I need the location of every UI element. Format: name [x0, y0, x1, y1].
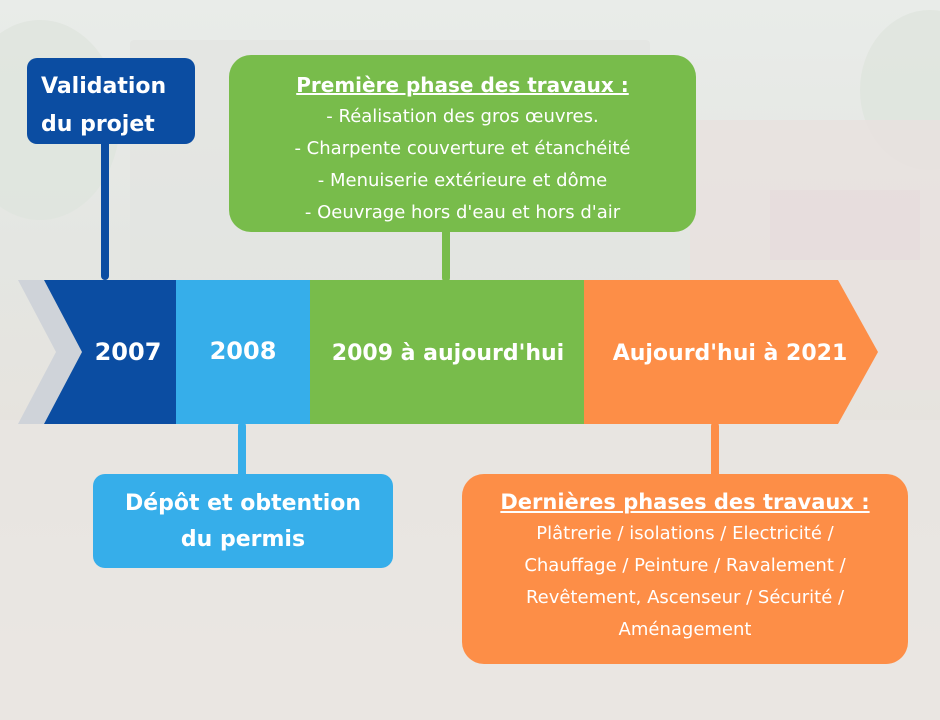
connector-depot [238, 422, 246, 478]
segment-label-2008: 2008 [209, 337, 277, 365]
background-sign [770, 190, 920, 260]
dernieres-phases-line: Plâtrerie / isolations / Electricité / [536, 523, 834, 544]
validation-line1: Validation [41, 74, 167, 99]
connector-premiere-phase [442, 228, 450, 282]
dernieres-phases-line: Aménagement [618, 619, 752, 640]
premiere-phase-item: - Réalisation des gros œuvres. [326, 106, 599, 127]
depot-line2: du permis [180, 527, 306, 552]
timeline-arrow [0, 280, 940, 424]
premiere-phase-title: Première phase des travaux : [296, 73, 629, 97]
segment-label-2009: 2009 à aujourd'hui [331, 341, 565, 366]
segment-label-2007: 2007 [94, 338, 162, 366]
connector-dernieres-phases [711, 422, 719, 478]
premiere-phase-item: - Charpente couverture et étanchéité [294, 138, 631, 159]
validation-box [27, 58, 195, 144]
validation-line2: du projet [41, 112, 155, 137]
dernieres-phases-title: Dernières phases des travaux : [500, 490, 870, 514]
dernieres-phases-box [462, 474, 908, 664]
connector-validation [101, 140, 109, 280]
depot-box [93, 474, 393, 568]
dernieres-phases-line: Revêtement, Ascenseur / Sécurité / [525, 587, 845, 608]
depot-line1: Dépôt et obtention [124, 491, 362, 516]
premiere-phase-box [229, 55, 696, 232]
dernieres-phases-line: Chauffage / Peinture / Ravalement / [524, 555, 846, 576]
segment-label-aujourdhui: Aujourd'hui à 2021 [612, 341, 848, 366]
premiere-phase-item: - Menuiserie extérieure et dôme [317, 170, 608, 191]
premiere-phase-item: - Oeuvrage hors d'eau et hors d'air [304, 202, 621, 223]
